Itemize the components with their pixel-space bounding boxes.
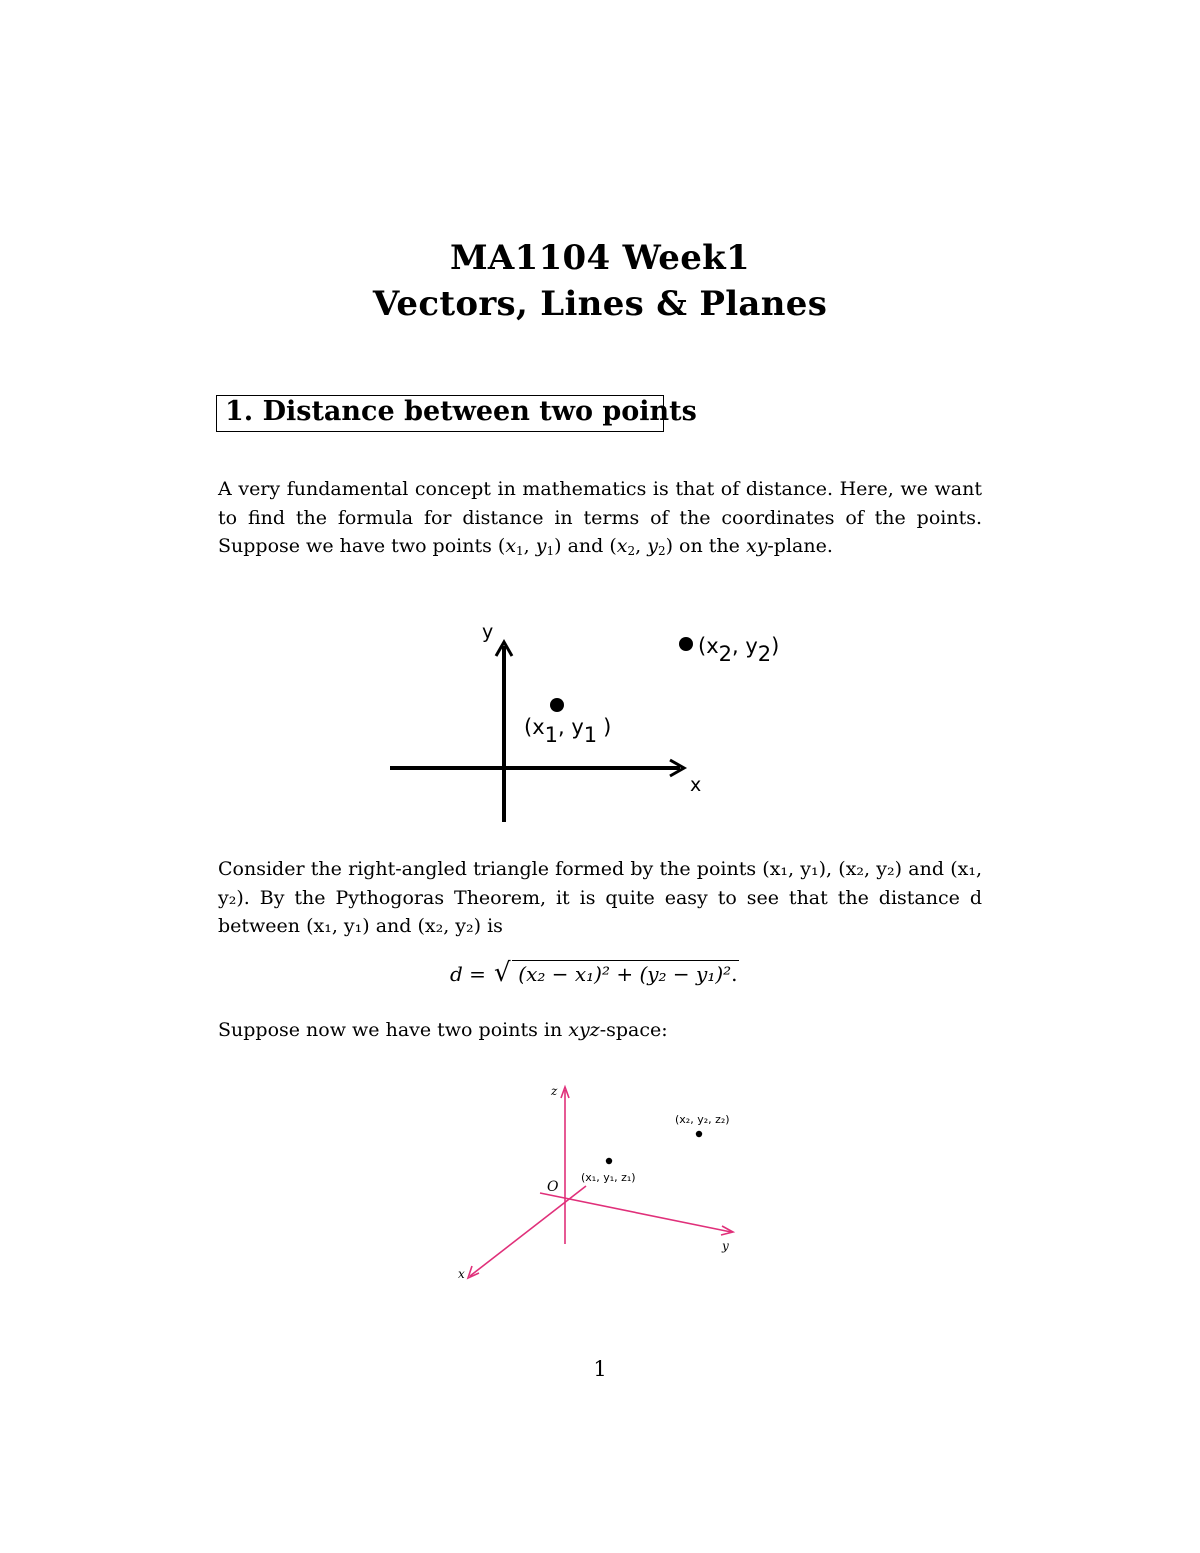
math-sep: , bbox=[635, 535, 648, 557]
paragraph-intro-text-d: -plane. bbox=[767, 535, 833, 557]
section-title: 1. Distance between two points bbox=[225, 396, 697, 427]
p1-mid: , y bbox=[558, 715, 584, 739]
fig2-x-label: x bbox=[458, 1267, 465, 1281]
document-title-line2: Vectors, Lines & Planes bbox=[372, 284, 828, 324]
math-x1: x bbox=[505, 535, 517, 557]
page-number: 1 bbox=[593, 1357, 607, 1381]
paragraph-intro-text-a: A very fundamental concept in mathematics is that of distance. Here, we want to find the formula for distance in terms of the coordinates of the points. Suppose we have two points ( bbox=[218, 478, 982, 557]
sqrt-symbol: √ bbox=[494, 958, 511, 988]
p1-close: ) bbox=[603, 715, 612, 739]
p2-sub-y: 2 bbox=[757, 642, 772, 666]
paragraph-xyz-text-a: Suppose now we have two points in bbox=[218, 1019, 569, 1041]
paragraph-intro-text-c: ) on the bbox=[665, 535, 746, 557]
point-1-3d-dot bbox=[606, 1158, 612, 1164]
x-axis-3d-arrow-icon bbox=[468, 1266, 479, 1278]
math-sub: 2 bbox=[657, 544, 666, 558]
math-sub: 1 bbox=[516, 544, 524, 558]
paragraph-pythagoras: Consider the right-angled triangle formed by the points (x₁, y₁), (x₂, y₂) and (x₁, y₂). By the Pythogoras Theorem, it is quite easy to see that the distance d between (x₁, y₁) and (x₂, y₂) is bbox=[218, 858, 982, 937]
point-2-3d-dot bbox=[696, 1131, 702, 1137]
fig1-y-label: y bbox=[482, 621, 494, 643]
paragraph-xyz-text-b: -space: bbox=[599, 1019, 668, 1041]
formula-end: . bbox=[731, 962, 738, 986]
fig2-origin-label: O bbox=[547, 1179, 559, 1195]
fig2-z-label: z bbox=[551, 1084, 558, 1098]
p2-sub-x: 2 bbox=[718, 642, 732, 666]
p2-close: ) bbox=[771, 634, 780, 658]
p1-sub-x: 1 bbox=[544, 723, 558, 747]
fig2-point-1-label: (x₁, y₁, z₁) bbox=[581, 1171, 636, 1184]
p1-open: (x bbox=[524, 715, 545, 739]
paragraph-intro-text-b: ) and ( bbox=[554, 535, 617, 557]
formula-radicand: (x₂ − x₁)² + (y₂ − y₁)² bbox=[518, 962, 732, 986]
math-y2: y bbox=[647, 535, 658, 557]
fig2-point-2-label: (x₂, y₂, z₂) bbox=[675, 1113, 730, 1126]
fig2-y-label: y bbox=[722, 1239, 729, 1253]
formula-lhs: d = bbox=[450, 962, 493, 986]
math-xyz: xyz bbox=[568, 1019, 600, 1041]
math-x2: x bbox=[616, 535, 628, 557]
math-y1: y bbox=[535, 535, 547, 557]
p2-open: (x bbox=[698, 634, 719, 658]
math-sep: , bbox=[523, 535, 536, 557]
p2-mid: , y bbox=[732, 634, 758, 658]
x-axis-3d bbox=[470, 1186, 586, 1276]
fig1-x-label: x bbox=[690, 774, 702, 796]
p1-sub-y: 1 bbox=[583, 723, 598, 747]
math-sub: 2 bbox=[627, 544, 636, 558]
math-sub: 1 bbox=[546, 544, 555, 558]
document-title-line1: MA1104 Week1 bbox=[450, 238, 750, 278]
math-xy: xy bbox=[745, 535, 768, 557]
